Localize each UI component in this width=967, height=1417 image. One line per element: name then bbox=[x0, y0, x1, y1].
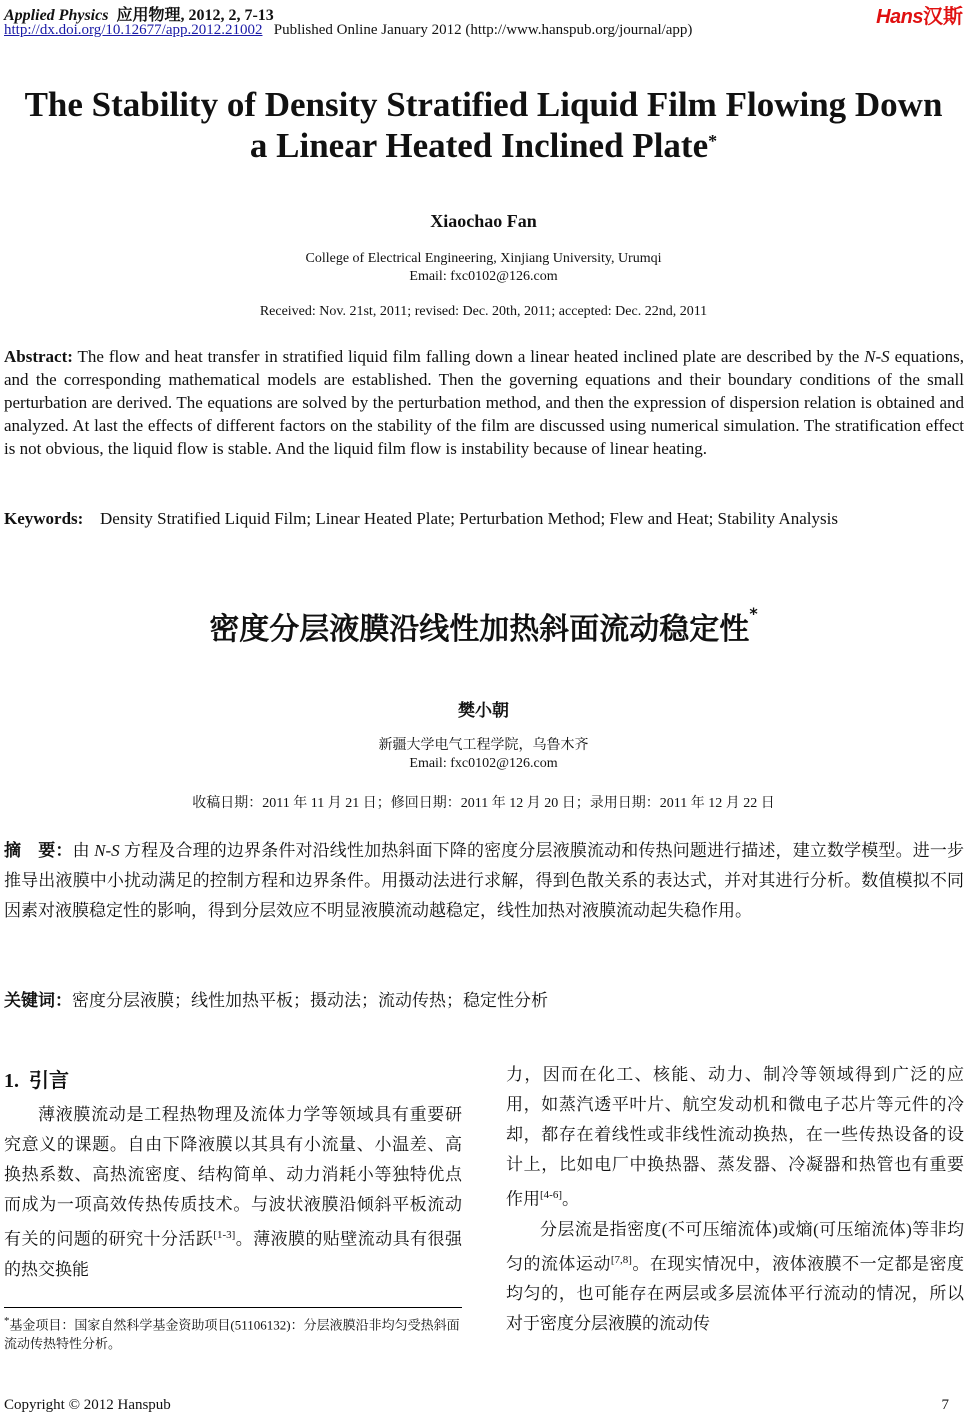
cn-received-dates: 收稿日期：2011 年 11 月 21 日；修回日期：2011 年 12 月 20 日；录用日期：2011 年 12 月 22 日 bbox=[192, 796, 775, 811]
abstract: Abstract: The flow and heat transfer in stratified liquid film falling down a linear heated inclined plate are described by the N-S equations, and the corresponding mathematical models are established. Then the governing equations and their boundary conditions of the small perturbation are derived. The equations are solved by the perturbation method, and then the expression of dispersion relation is obtained and analyzed. At last the effects of different factors on the stability of the film are discussed using numerical simulation. The stratification effect is not obvious, the liquid flow is stable. And the liquid film flow is instability because of linear heating. bbox=[4, 347, 964, 458]
cn-abstract: 摘 要：由 N-S 方程及合理的边界条件对沿线性加热斜面下降的密度分层液膜流动和传热问题进行描述，建立数学模型。进一步推导出液膜中小扰动满足的控制方程和边界条件。用摄动法进行求解，得到色散关系的表达式，并对其进行分析。数值模拟不同因素对液膜稳定性的影响，得到分层效应不明显液膜流动越稳定，线性加热对液膜流动起失稳作用。 bbox=[4, 841, 965, 920]
citation-ref[interactable]: [4-6] bbox=[540, 1189, 562, 1201]
doi-link[interactable]: http://dx.doi.org/10.12677/app.2012.21002 bbox=[4, 22, 263, 38]
keywords-label: Keywords: bbox=[4, 509, 84, 528]
publication-line bbox=[4, 22, 692, 39]
logo-en: Hans bbox=[876, 6, 923, 28]
hans-logo bbox=[876, 0, 963, 29]
keywords-value: Density Stratified Liquid Film; Linear Heated Plate; Perturbation Method; Flew and Heat; Stability Analysis bbox=[100, 509, 838, 528]
abstract-label: Abstract: bbox=[4, 347, 73, 366]
citation: , 2012, 2, 7-13 bbox=[180, 7, 274, 24]
paragraph: 薄液膜流动是工程热物理及流体力学等领域具有重要研究意义的课题。自由下降液膜以其具有小流量、小温差、高换热系数、高热流密度、结构简单、动力消耗小等独特优点而成为一项高效传热传质技术。与波状液膜沿倾斜平板流动有关的问题的研究十分活跃[1-3]。薄液膜的贴壁流动具有很强的热交换能 bbox=[4, 1105, 463, 1279]
cn-keywords-value: 密度分层液膜；线性加热平板；摄动法；流动传热；稳定性分析 bbox=[72, 991, 548, 1010]
logo-cn: 汉斯 bbox=[923, 6, 963, 28]
title-line-1: The Stability of Density Stratified Liquid Film Flowing Down bbox=[24, 85, 943, 124]
published-info: Published Online January 2012 (http://www.hanspub.org/journal/app) bbox=[273, 22, 693, 38]
email: Email: fxc0102@126.com bbox=[409, 269, 558, 284]
paragraph: 分层流是指密度(不可压缩流体)或熵(可压缩流体)等非均匀的流体运动[7,8]。在现实情况中，液体液膜不一定都是密度均匀的，也可能存在两层或多层流体平行流动的情况，所以对于密度分层液膜的流动传 bbox=[506, 1219, 965, 1334]
affiliation-block bbox=[0, 250, 967, 286]
author-name: Xiaochao Fan bbox=[430, 211, 537, 231]
right-column bbox=[506, 1060, 964, 1339]
title-line-2: a Linear Heated Inclined Plate* bbox=[249, 126, 718, 165]
cn-affiliation: 新疆大学电气工程学院，乌鲁木齐 bbox=[378, 738, 589, 753]
footnote: *基金项目：国家自然科学基金资助项目(51106132)：分层液膜沿非均匀受热斜面流动传热特性分析。 bbox=[4, 1315, 460, 1352]
page-number: 7 bbox=[941, 1397, 949, 1413]
paragraph: 力，因而在化工、核能、动力、制冷等领域得到广泛的应用，如蒸汽透平叶片、航空发动机和微电子芯片等元件的冷却，都存在着线性或非线性流动换热，在一些传热设备的设计上，比如电厂中换热器、蒸发器、冷凝器和热管也有重要作用[4-6]。 bbox=[506, 1065, 964, 1209]
citation-ref[interactable]: [1-3] bbox=[213, 1229, 236, 1241]
paper-title bbox=[0, 84, 967, 166]
left-column bbox=[4, 1100, 462, 1285]
journal-name-cn: 应用物理 bbox=[116, 7, 181, 24]
footnote-divider bbox=[4, 1307, 462, 1308]
keywords bbox=[4, 507, 944, 530]
cn-paper-title: 密度分层液膜沿线性加热斜面流动稳定性* bbox=[209, 604, 758, 647]
cn-author-name: 樊小朝 bbox=[458, 701, 509, 720]
cn-affiliation-block bbox=[0, 737, 967, 773]
citation-ref[interactable]: [7,8] bbox=[610, 1253, 632, 1266]
cn-email: Email: fxc0102@126.com bbox=[409, 756, 558, 771]
affiliation: College of Electrical Engineering, Xinjiang University, Urumqi bbox=[305, 251, 662, 266]
cn-keywords-label: 关键词： bbox=[4, 991, 72, 1011]
received-dates: Received: Nov. 21st, 2011; revised: Dec. 20th, 2011; accepted: Dec. 22nd, 2011 bbox=[259, 304, 708, 319]
title-footnote-mark: * bbox=[708, 131, 718, 151]
section-heading: 1. 引言 bbox=[4, 1068, 69, 1092]
cn-title-footnote-mark: * bbox=[749, 604, 758, 623]
cn-abstract-label: 摘 要： bbox=[4, 841, 73, 861]
journal-name: Applied Physics bbox=[4, 7, 109, 24]
cn-keywords bbox=[4, 986, 548, 1011]
footnote-mark: * bbox=[4, 1315, 10, 1327]
copyright: Copyright © 2012 Hanspub bbox=[4, 1397, 171, 1413]
